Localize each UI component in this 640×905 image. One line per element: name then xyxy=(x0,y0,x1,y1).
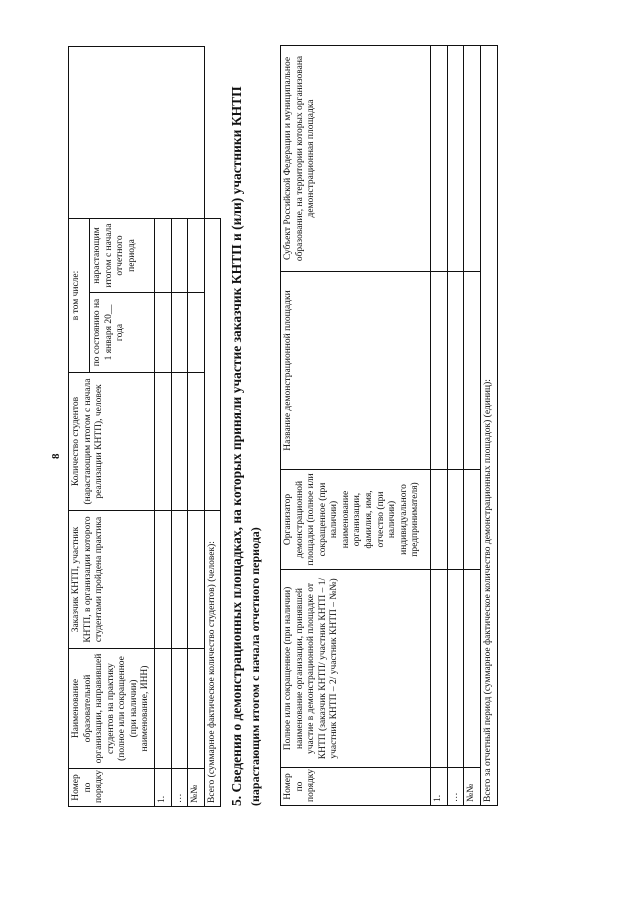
header-customer: Заказчик КНТП, участник КНТП, в организации которого студентами пройдена практика xyxy=(69,511,155,649)
students-practice-table xyxy=(68,46,221,807)
header-participant-org: Полное или сокращенное (при наличии) наименование организации, принявшей участие в демонстрационной площадке от КНТП (заказчик КНТП/ участник КНТП – 1/ участник КНТП – 2/ участник КНТП – №№) xyxy=(281,570,431,768)
header-platform-name: Название демонстрационной площадки xyxy=(281,272,431,470)
blank-column xyxy=(69,47,205,219)
table-cell xyxy=(447,570,464,768)
table-cell xyxy=(447,46,464,272)
table-cell xyxy=(430,46,447,272)
table-cell xyxy=(430,570,447,768)
table1-total: Всего (суммарное фактическое количество студентов) (человек): xyxy=(204,511,221,807)
table2-total: Всего за отчетный период (суммарное фактическое количество демонстрационных площадок) (единиц): xyxy=(480,46,497,806)
page-number: 8 xyxy=(50,453,62,459)
header-order-number: Номер по порядку xyxy=(69,769,155,807)
table-cell xyxy=(155,649,172,769)
header-cumulative-period: нарастающим итогом с начала отчетного периода xyxy=(90,219,155,293)
section-5-title: 5. Сведения о демонстрационных площадках, на которых приняли участие заказчик КНТП и (или) участники КНТП xyxy=(229,86,244,806)
table-cell xyxy=(204,219,221,511)
table-cell xyxy=(155,511,172,649)
header-students-count: Количество студентов (нарастающим итогом с начала реализации КНТП), человек xyxy=(69,373,155,511)
row-number: … xyxy=(171,769,188,807)
table-cell xyxy=(155,219,172,293)
table-cell xyxy=(447,272,464,470)
table-cell xyxy=(447,470,464,570)
table-cell xyxy=(171,219,188,293)
table-cell xyxy=(155,373,172,511)
header-as-of-jan: по состоянию на 1 января 20__ года xyxy=(90,293,155,373)
demo-platforms-table xyxy=(280,45,498,806)
header-education-org: Наименование образовательной организации, направившей студентов на практику (полное или сокращенное (при наличии) наименование, ИНН) xyxy=(69,649,155,769)
table-cell xyxy=(188,293,205,373)
table-cell xyxy=(171,649,188,769)
table-cell xyxy=(171,293,188,373)
table-cell xyxy=(171,511,188,649)
section-5-subtitle: (нарастающим итогом с начала отчетного периода) xyxy=(248,527,262,806)
table-cell xyxy=(188,219,205,293)
table-cell xyxy=(464,46,481,272)
table-cell xyxy=(464,470,481,570)
row-number: 1. xyxy=(430,768,447,806)
table-cell xyxy=(188,511,205,649)
header-organizer: Организатор демонстрационной площадки (полное или сокращенное (при наличии) наименование организации, фамилия, имя, отчество (при наличии) индивидуального предпринимателя) xyxy=(281,470,431,570)
row-number: 1. xyxy=(155,769,172,807)
header-order-number: Номер по порядку xyxy=(281,768,431,806)
table-cell xyxy=(188,649,205,769)
table-cell xyxy=(464,570,481,768)
table-cell xyxy=(464,272,481,470)
table-cell xyxy=(171,373,188,511)
table-cell xyxy=(430,470,447,570)
header-subject-rf: Субъект Российской Федерации и муниципальное образование, на территории которых организована демонстрационная площадка xyxy=(281,46,431,272)
row-number: №№ xyxy=(464,768,481,806)
row-number: … xyxy=(447,768,464,806)
header-including: в том числе: xyxy=(69,219,90,373)
table-cell xyxy=(155,293,172,373)
table-cell xyxy=(430,272,447,470)
table-cell xyxy=(188,373,205,511)
row-number: №№ xyxy=(188,769,205,807)
